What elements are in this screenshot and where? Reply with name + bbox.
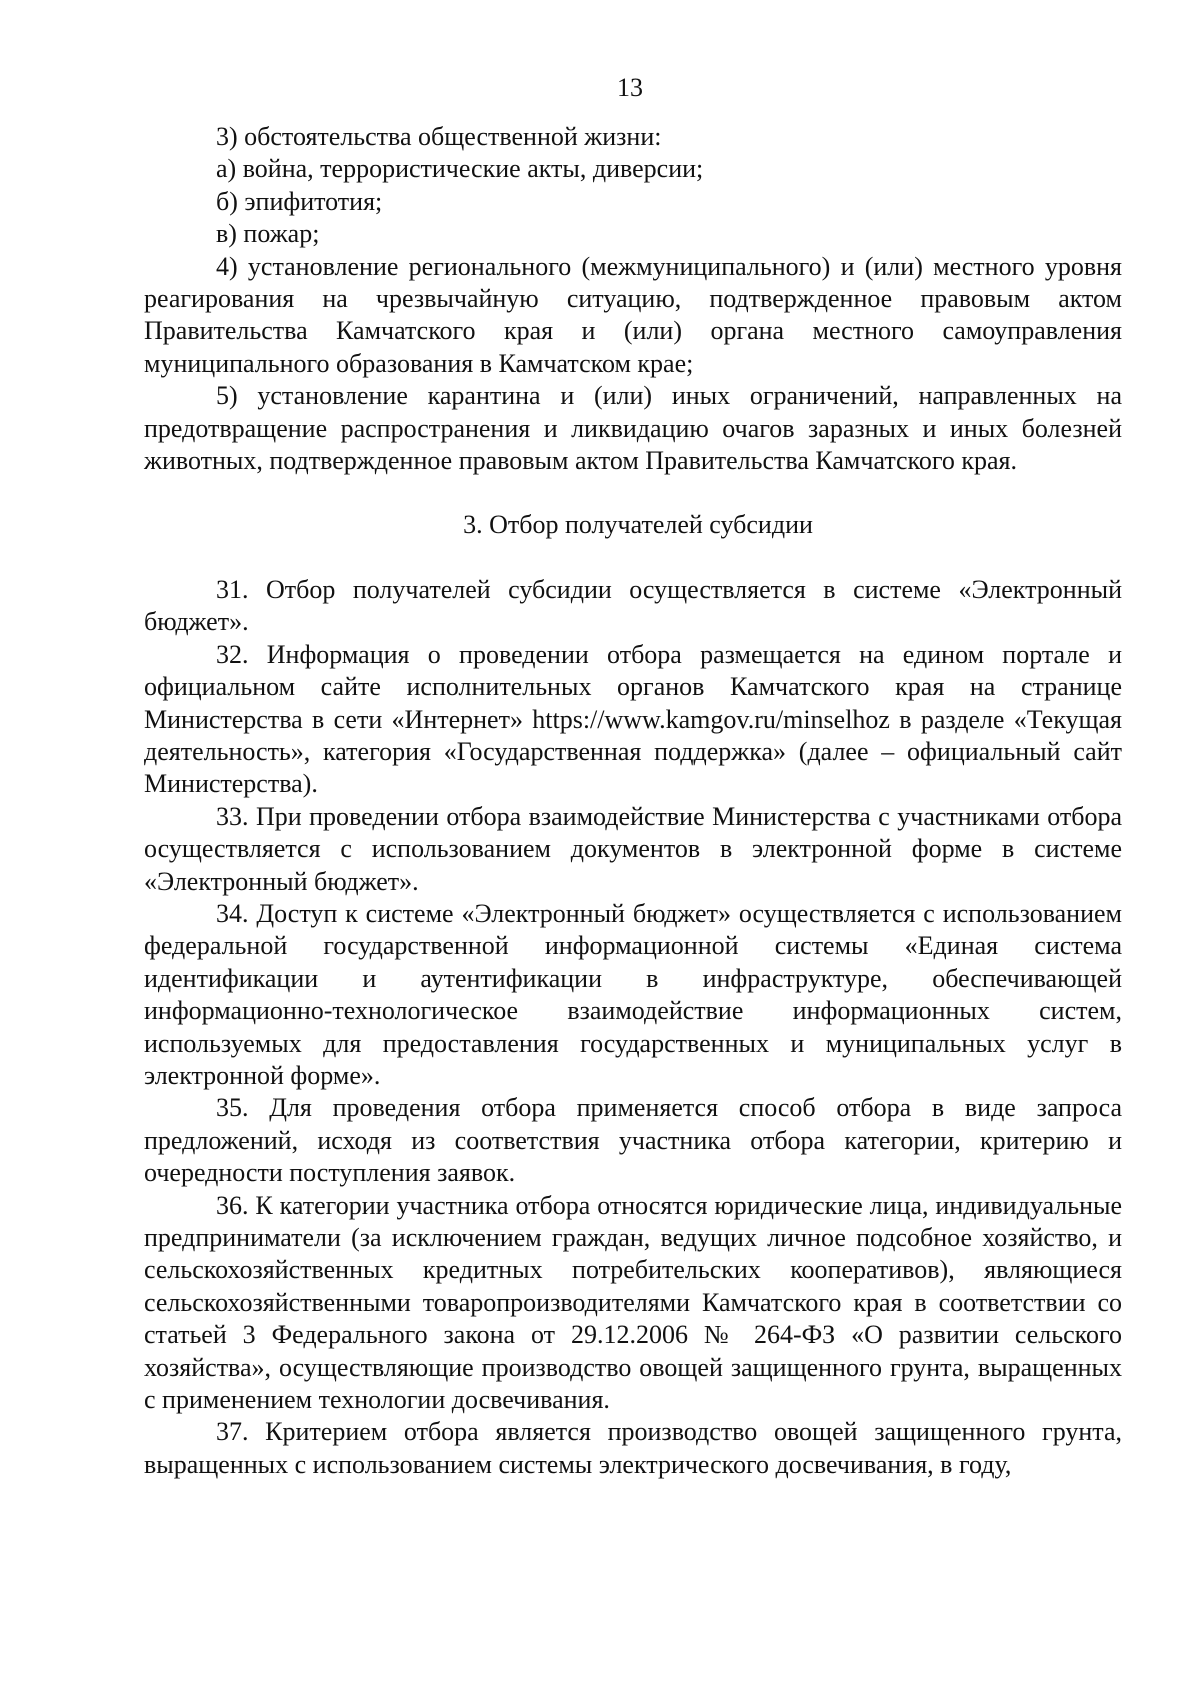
clause-31: 31. Отбор получателей субсидии осуществляется в системе «Электронный бюджет». (144, 574, 1122, 637)
list-item-emergency-response: 4) установление регионального (межмуниципального) и (или) местного уровня реагирования на чрезвычайную ситуацию, подтвержденное правовым актом Правительства Камчатского края и (или) органа местного самоуправления муниципального образования в Камчатском крае; (144, 251, 1122, 378)
list-item-epiphytotic: б) эпифитотия; (216, 186, 383, 216)
clause-36: 36. К категории участника отбора относятся юридические лица, индивидуальные предприниматели (за исключением граждан, ведущих личное подсобное хозяйство, и сельскохозяйственных кредитных потребительских кооперативов), являющиеся сельскохозяйственными товаропроизводителями Камчатского края в соответствии со статьей 3 Федерального закона от 29.12.2006 № 264-ФЗ «О развитии сельского хозяйства», осуществляющие производство овощей защищенного грунта, выращенных с применением технологии досвечивания. (144, 1190, 1122, 1415)
list-item-fire: в) пожар; (216, 219, 320, 249)
list-item-public-life: 3) обстоятельства общественной жизни: (216, 122, 662, 151)
clause-34: 34. Доступ к системе «Электронный бюджет» осуществляется с использованием федеральной государственной информационной системы «Единая система идентификации и аутентификации в инфраструктуре, обеспечивающей информационно-технологическое взаимодействие информационных систем, используемых для предоставления государственных и муниципальных услуг в электронной форме». (144, 898, 1122, 1090)
list-item-war: а) война, террористические акты, диверсии; (216, 154, 704, 184)
document-body (144, 121, 1122, 1481)
list-item-quarantine: 5) установление карантина и (или) иных ограничений, направленных на предотвращение распространения и ликвидацию очагов заразных и иных болезней животных, подтвержденное правовым актом Правительства Камчатского края. (144, 381, 1122, 476)
spacer (144, 542, 1122, 574)
spacer (144, 477, 1122, 509)
clause-35: 35. Для проведения отбора применяется способ отбора в виде запроса предложений, исходя из соответствия участника отбора категории, критерию и очередности поступления заявок. (144, 1093, 1122, 1188)
clause-37: 37. Критерием отбора является производство овощей защищенного грунта, выращенных с использованием системы электрического досвечивания, в году, (144, 1417, 1122, 1479)
clause-33: 33. При проведении отбора взаимодействие Министерства с участниками отбора осуществляется с использованием документов в электронной форме в системе «Электронный бюджет». (144, 801, 1122, 896)
section-heading: 3. Отбор получателей субсидии (463, 510, 813, 540)
page-number: 13 (617, 73, 643, 102)
clause-32: 32. Информация о проведении отбора размещается на едином портале и официальном сайте исполнительных органов Камчатского края на странице Министерства в сети «Интернет» https://www.kamgov.ru/minselhoz в разделе «Текущая деятельность», категория «Государственная поддержка» (далее – официальный сайт Министерства). (144, 639, 1122, 799)
